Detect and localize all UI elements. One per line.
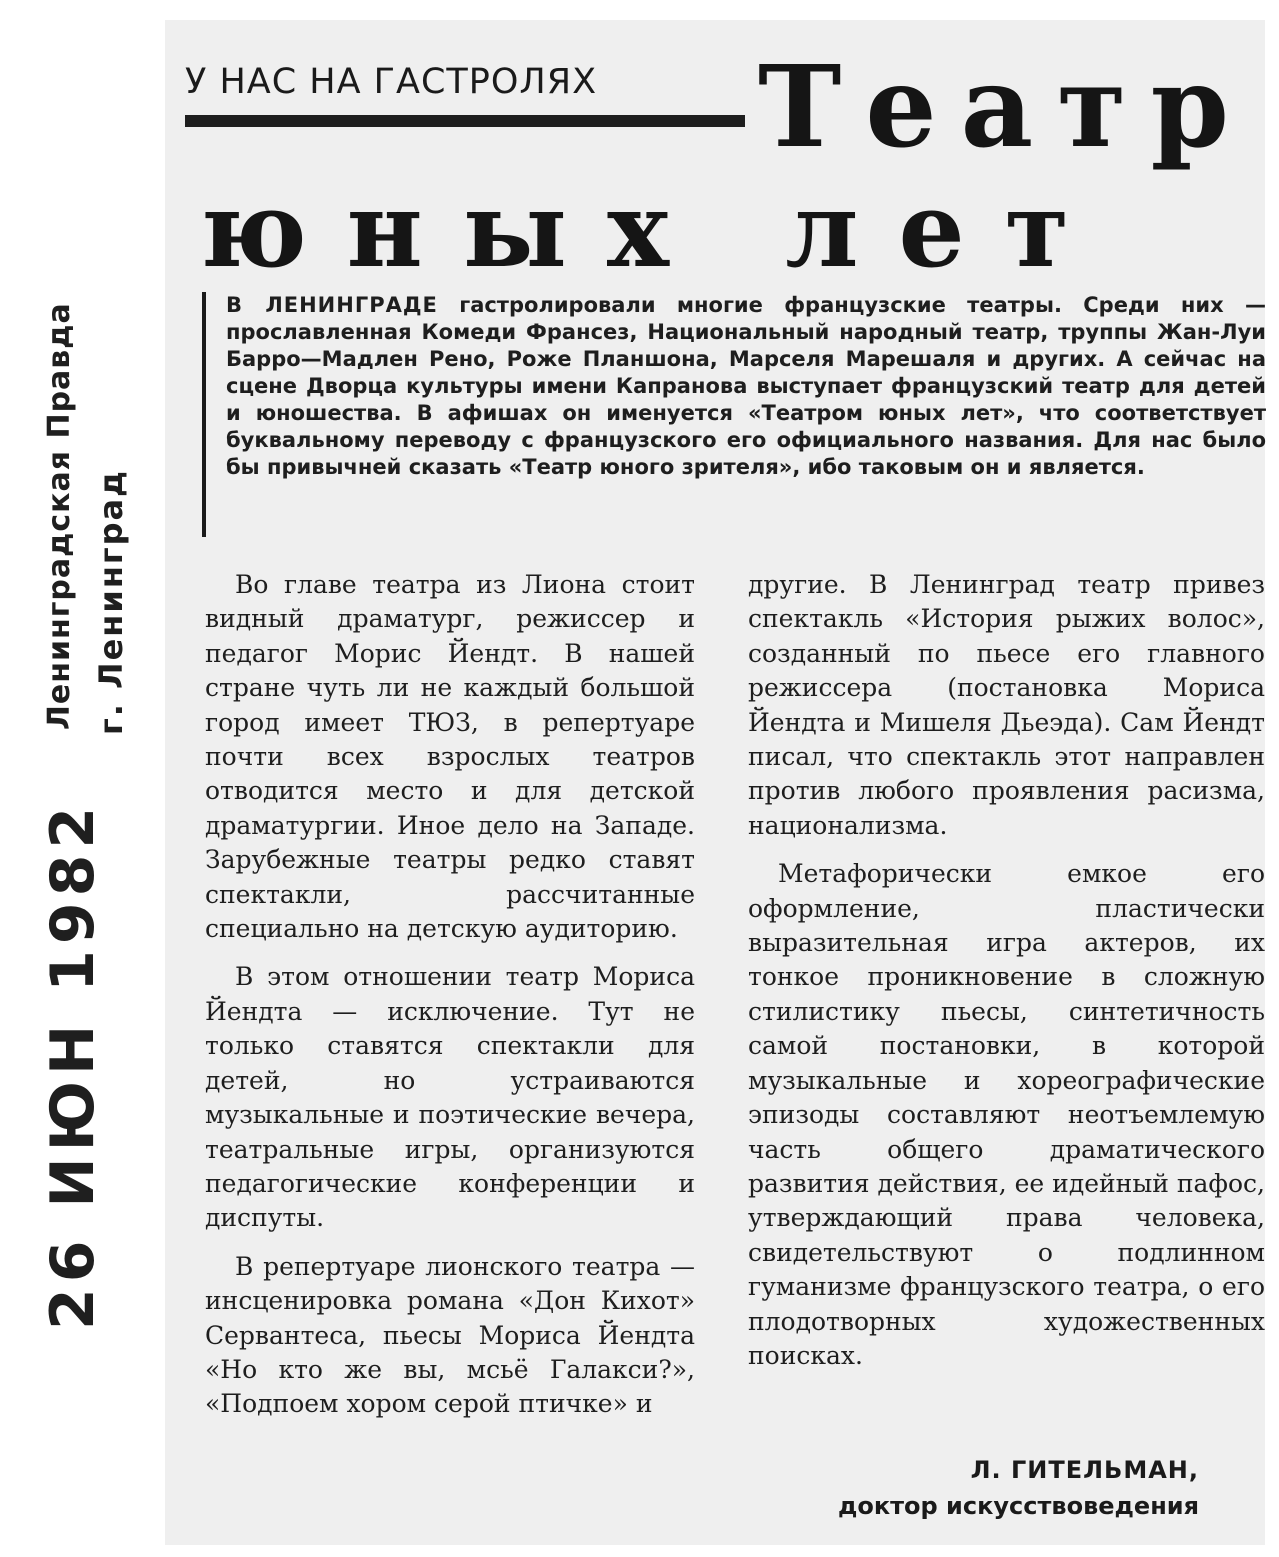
rubric-underline [185, 115, 745, 127]
headline-line-2: юных лет [200, 168, 1110, 291]
body-paragraph: В репертуаре лионского театра — инсценировка романа «Дон Кихот» Сервантеса, пьесы Мориса Йендта «Но кто же вы, мсьё Галакси?», «Подпоем хором серой птичке» и [205, 1251, 695, 1419]
byline-author: Л. ГИТЕЛЬМАН, [970, 1456, 1199, 1484]
body-paragraph: другие. В Ленинград театр привез спектакль «История рыжих волос», созданный по пьесе его главного режиссера (постановка Мориса Йендта и Мишеля Дьеэда). Сам Йендт писал, что спектакль этот направлен против любого проявления расизма, национализма. [748, 570, 1265, 840]
body-paragraph: Метафорически емкое его оформление, пластически выразительная игра актеров, их тонкое проникновение в сложную стилистику пьесы, синтетичность самой постановки, в которой музыкальные и хореографические эпизоды составляют неотъемлемую часть общего драматического развития действия, ее идейный пафос, утверждающий права человека, свидетельствуют о подлинном гуманизме французского театра, о его плодотворных художественных поисках. [748, 859, 1265, 1370]
body-paragraph: В этом отношении театр Мориса Йендта — исключение. Тут не только ставятся спектакли для детей, но устраиваются музыкальные и поэтические вечера, театральные игры, организуются педагогические конференции и диспуты. [205, 962, 695, 1233]
byline [838, 1452, 1199, 1524]
headline-line-1: Театр [758, 42, 1253, 173]
lead-paragraph [226, 292, 1266, 481]
lead-text: гастролировали многие французские театры. Среди них — прославленная Комеди Франсез, Национальный народный театр, труппы Жан-Луи Барро—Мадлен Рено, Роже Планшона, Марселя Марешаля и других. А сейчас на сцене Дворца культуры имени Капранова выступает французский театр для детей и юношества. В афишах он именуется «Театром юных лет», что соответствует буквальному переводу с французского его официального названия. Для нас было бы привычней сказать «Театр юного зрителя», ибо таковым он и является. [226, 293, 1266, 479]
library-stamp [0, 0, 160, 1557]
body-paragraph: Во главе театра из Лиона стоит видный драматург, режиссер и педагог Морис Йендт. В нашей стране чуть ли не каждый большой город имеет ТЮЗ, в репертуаре почти всех взрослых театров отводится место и для детской драматургии. Иное дело на Западе. Зарубежные театры редко ставят спектакли, рассчитанные специально на детскую аудиторию. [205, 570, 695, 944]
stamp-date: 26 ИЮН 1982 [38, 800, 108, 1330]
lead-caps: В ЛЕНИНГРАДЕ [226, 293, 438, 317]
byline-title: доктор искусствоведения [837, 1492, 1199, 1520]
stamp-city: г. Ленинград [92, 469, 130, 735]
article-column-left [205, 568, 695, 1436]
lead-rule [202, 292, 206, 537]
stamp-newspaper-name: Ленинградская Правда [42, 302, 77, 730]
article-column-right [748, 568, 1265, 1387]
rubric-heading: У НАС НА ГАСТРОЛЯХ [185, 62, 598, 102]
